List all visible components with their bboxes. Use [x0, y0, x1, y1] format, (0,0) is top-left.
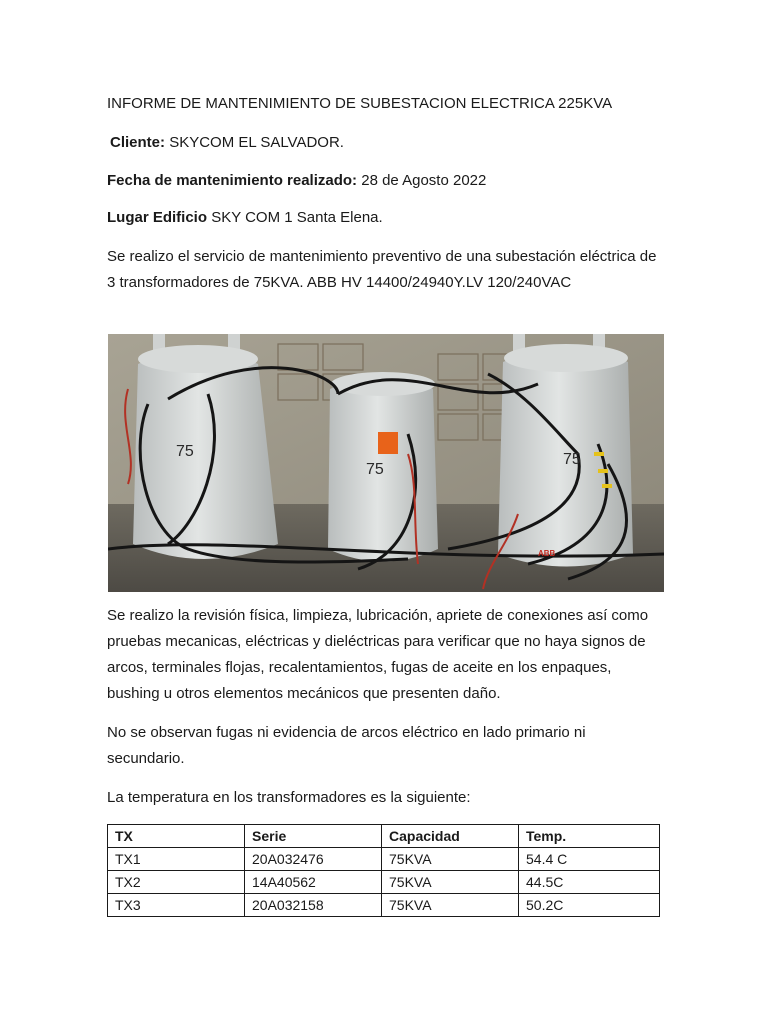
place-label: Lugar Edificio [107, 209, 208, 226]
transformers-photo [108, 334, 664, 592]
cell-tx: TX2 [108, 871, 245, 894]
cell-serie: 20A032476 [245, 848, 382, 871]
cell-capacidad: 75KVA [382, 894, 519, 917]
table-row [108, 871, 660, 894]
cell-tx: TX3 [108, 894, 245, 917]
date-line [107, 172, 486, 190]
table-row [108, 894, 660, 917]
no-leaks-paragraph: No se observan fugas ni evidencia de arcos eléctrico en lado primario ni secundario. [107, 724, 586, 767]
transformer-1-label: 75 [176, 443, 194, 460]
temperature-intro: La temperatura en los transformadores es la siguiente: [107, 789, 471, 806]
service-paragraph: Se realizo el servicio de mantenimiento preventivo de una subestación eléctrica de 3 transformadores de 75KVA. ABB HV 14400/24940Y.LV 120/240VAC [107, 248, 657, 291]
cell-capacidad: 75KVA [382, 871, 519, 894]
transformer-2-label: 75 [366, 461, 384, 478]
cell-temp: 54.4 C [519, 848, 660, 871]
abb-brand-mark: ABB [538, 549, 556, 558]
cell-serie: 14A40562 [245, 871, 382, 894]
place-line [107, 209, 383, 227]
table-header-row [108, 825, 660, 848]
cell-serie: 20A032158 [245, 894, 382, 917]
client-line [110, 134, 344, 152]
client-value: SKYCOM EL SALVADOR. [169, 134, 344, 151]
transformer-3-label: 75 [563, 451, 581, 468]
header-serie: Serie [245, 825, 382, 848]
cell-capacidad: 75KVA [382, 848, 519, 871]
cell-tx: TX1 [108, 848, 245, 871]
client-label: Cliente: [110, 134, 166, 151]
date-value: 28 de Agosto 2022 [361, 172, 487, 189]
table-row [108, 848, 660, 871]
review-paragraph: Se realizo la revisión física, limpieza, lubricación, apriete de conexiones así como pruebas mecanicas, eléctricas y dieléctricas para verificar que no haya signos de arcos, terminales flojas, recalentamientos, fugas de aceite en los enpaques, bushing u otros elementos mecánicos que presenten daño. [107, 607, 649, 702]
place-value: SKY COM 1 Santa Elena. [211, 209, 383, 226]
header-tx: TX [108, 825, 245, 848]
cell-temp: 44.5C [519, 871, 660, 894]
temperature-table [107, 824, 660, 917]
cell-temp: 50.2C [519, 894, 660, 917]
header-capacidad: Capacidad [382, 825, 519, 848]
report-title: INFORME DE MANTENIMIENTO DE SUBESTACION ELECTRICA 225KVA [107, 95, 613, 112]
date-label: Fecha de mantenimiento realizado: [107, 172, 358, 189]
header-temp: Temp. [519, 825, 660, 848]
